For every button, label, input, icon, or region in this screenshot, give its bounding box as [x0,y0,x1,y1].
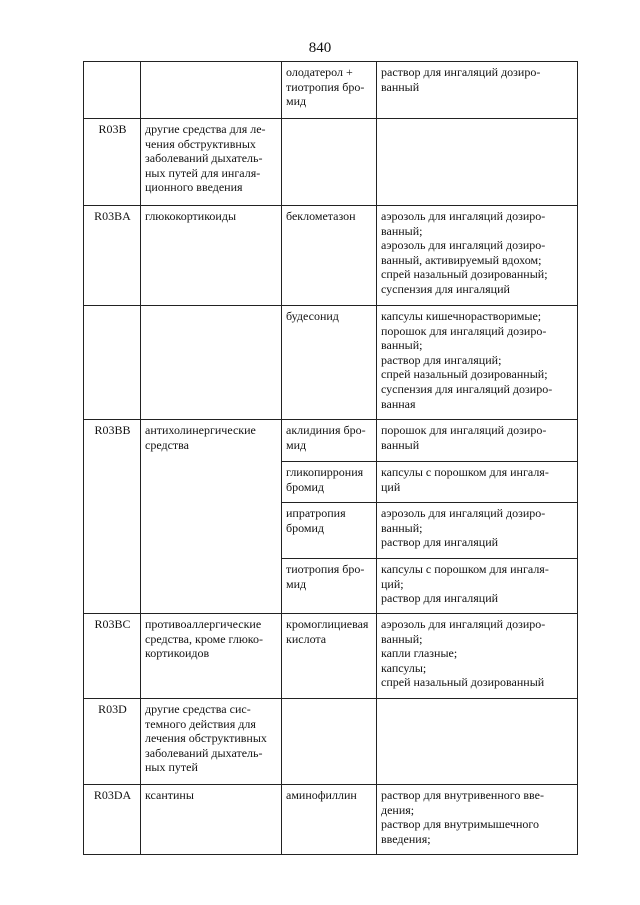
dosage-forms-cell: капсулы кишечнорастворимые; порошок для ингаляций дозиро- ванный; раствор для ингаляций; спрей назальный дозированный; суспензия для ингаляций дозиро- ванная [377,306,578,420]
dosage-forms-cell: порошок для ингаляций дозиро- ванный [377,420,578,462]
atc-code-cell: R03DA [84,785,141,855]
substance-cell: гликопиррония бромид [282,462,377,503]
substance-cell: олодатерол + тиотропия бро- мид [282,62,377,119]
substance-cell [282,699,377,785]
table-row [84,785,578,855]
table-row [84,306,578,420]
group-cell [141,62,282,119]
drug-table [83,61,578,855]
page-number: 840 [308,40,332,56]
atc-code-cell: R03BC [84,614,141,699]
atc-code-cell [84,62,141,119]
atc-code-cell [84,306,141,420]
dosage-forms-cell: аэрозоль для ингаляций дозиро- ванный; раствор для ингаляций [377,503,578,559]
group-cell: глюкокортикоиды [141,206,282,306]
dosage-forms-cell: капсулы с порошком для ингаля- ций [377,462,578,503]
group-cell: противоаллергические средства, кроме глюко- кортикоидов [141,614,282,699]
substance-cell: будесонид [282,306,377,420]
group-cell: ксантины [141,785,282,855]
dosage-forms-cell [377,699,578,785]
substance-cell: аминофиллин [282,785,377,855]
substance-cell: кромоглициевая кислота [282,614,377,699]
dosage-forms-cell [377,119,578,206]
table-row [84,119,578,206]
table-row [84,614,578,699]
substance-cell: тиотропия бро- мид [282,559,377,614]
substance-cell: беклометазон [282,206,377,306]
atc-code-cell: R03B [84,119,141,206]
group-cell: другие средства сис- темного действия для лечения обструктивных заболеваний дыхатель- ных путей [141,699,282,785]
table-row [84,206,578,306]
atc-code-cell: R03BA [84,206,141,306]
group-cell: антихолинергические средства [141,420,282,614]
dosage-forms-cell: капсулы с порошком для ингаля- ций; раствор для ингаляций [377,559,578,614]
table-row [84,62,578,119]
atc-code-cell: R03D [84,699,141,785]
atc-code-cell: R03BB [84,420,141,614]
substance-cell: аклидиния бро- мид [282,420,377,462]
table-row [84,420,578,462]
group-cell: другие средства для ле- чения обструктивных заболеваний дыхатель- ных путей для ингаля- ционного введения [141,119,282,206]
table-row [84,699,578,785]
dosage-forms-cell: аэрозоль для ингаляций дозиро- ванный; капли глазные; капсулы; спрей назальный дозированный [377,614,578,699]
substance-cell: ипратропия бромид [282,503,377,559]
group-cell [141,306,282,420]
dosage-forms-cell: раствор для внутривенного вве- дения; раствор для внутримышечного введения; [377,785,578,855]
substance-cell [282,119,377,206]
dosage-forms-cell: аэрозоль для ингаляций дозиро- ванный; аэрозоль для ингаляций дозиро- ванный, активируемый вдохом; спрей назальный дозированный; суспензия для ингаляций [377,206,578,306]
dosage-forms-cell: раствор для ингаляций дозиро- ванный [377,62,578,119]
